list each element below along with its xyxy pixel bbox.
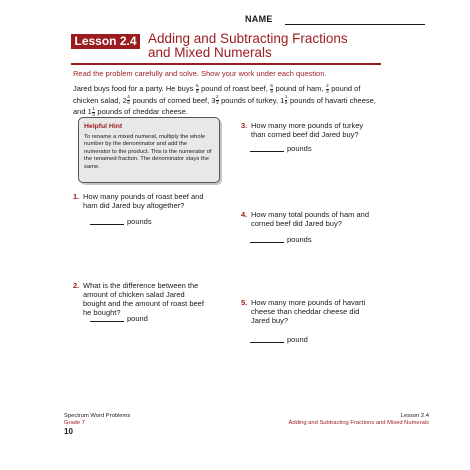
answer-unit: pound: [127, 314, 148, 323]
instructions: Read the problem carefully and solve. Show your work under each question.: [73, 69, 327, 78]
answer-blank[interactable]: [90, 224, 124, 225]
intro-text-3: pound of ham,: [273, 84, 326, 93]
page-number: 10: [64, 427, 73, 436]
intro-text-1: Jared buys food for a party. He buys: [73, 84, 196, 93]
hint-text: To rename a mixed numeral, multiply the whole number by the denominator and add the numerator to the product. This is the numerator of the renamed fraction. The denominator stays the same.: [84, 134, 212, 170]
fraction-roast-beef: $\frac{5}{8}$: [195, 82, 199, 94]
problem-intro: [73, 83, 383, 118]
question-text: How many more pounds of turkey than corned beef did Jared buy?: [251, 121, 364, 139]
question-number: 2.: [73, 281, 80, 290]
footer-lesson-title: Adding and Subtracting Fractions and Mixed Numerals: [288, 420, 429, 426]
intro-text-2: pound of roast beef,: [199, 84, 270, 93]
lesson-title-line1: Adding and Subtracting Fractions: [148, 31, 348, 46]
fraction-chicken-salad: $\frac{2}{3}$: [326, 82, 329, 94]
question-text: How many total pounds of ham and corned beef did Jared buy?: [251, 210, 369, 228]
intro-text-8: pounds of cheddar cheese.: [95, 107, 188, 116]
fraction-cheddar: $\frac{1}{3}$: [92, 105, 95, 117]
answer-unit: pounds: [127, 217, 152, 226]
lesson-badge: Lesson 2.4: [71, 34, 140, 49]
fraction-corned-beef: $\frac{4}{6}$: [127, 94, 130, 106]
name-blank-line[interactable]: [285, 24, 425, 25]
name-field[interactable]: [245, 14, 425, 28]
footer-left: [64, 413, 130, 427]
answer-blank[interactable]: [250, 242, 284, 243]
footer-book-title: Spectrum Word Problems: [64, 413, 131, 419]
question-number: 1.: [73, 192, 80, 201]
hint-title: Helpful Hint: [84, 123, 123, 130]
answer-blank[interactable]: [250, 342, 284, 343]
question-number: 3.: [241, 121, 248, 130]
fraction-ham: $\frac{5}{9}$: [270, 82, 273, 94]
helpful-hint-box: [78, 117, 220, 183]
intro-text-4: pound of chicken salad, 2: [73, 84, 361, 105]
question-number: 4.: [241, 210, 248, 219]
answer-blank[interactable]: [250, 151, 284, 152]
footer-grade: Grade 7: [64, 420, 85, 426]
lesson-title: [148, 32, 418, 60]
intro-text-7: pounds of havarti cheese, and 1: [73, 95, 376, 116]
answer-blank[interactable]: [90, 321, 124, 322]
lesson-title-line2: and Mixed Numerals: [148, 45, 272, 60]
question-text: How many pounds of roast beef and ham did Jared buy altogether?: [83, 192, 204, 210]
answer-unit: pounds: [287, 144, 312, 153]
answer-unit: pound: [287, 335, 308, 344]
footer-lesson: Lesson 2.4: [400, 413, 429, 419]
footer-right: [289, 413, 430, 427]
question-number: 5.: [241, 298, 248, 307]
title-divider: [71, 63, 381, 65]
fraction-turkey: $\frac{2}{3}$: [215, 94, 219, 106]
question-text: How many more pounds of havarti cheese than cheddar cheese did Jared buy?: [251, 298, 366, 325]
fraction-havarti: $\frac{1}{9}$: [284, 94, 288, 106]
intro-text-6: pounds of turkey, 1: [219, 95, 285, 105]
answer-unit: pounds: [287, 235, 312, 244]
name-label: NAME: [245, 14, 273, 24]
intro-text-5: pounds of corned beef, 3: [130, 95, 216, 105]
question-text: What is the difference between the amount of chicken salad Jared bought and the amount of roast beef he bought?: [83, 281, 204, 317]
